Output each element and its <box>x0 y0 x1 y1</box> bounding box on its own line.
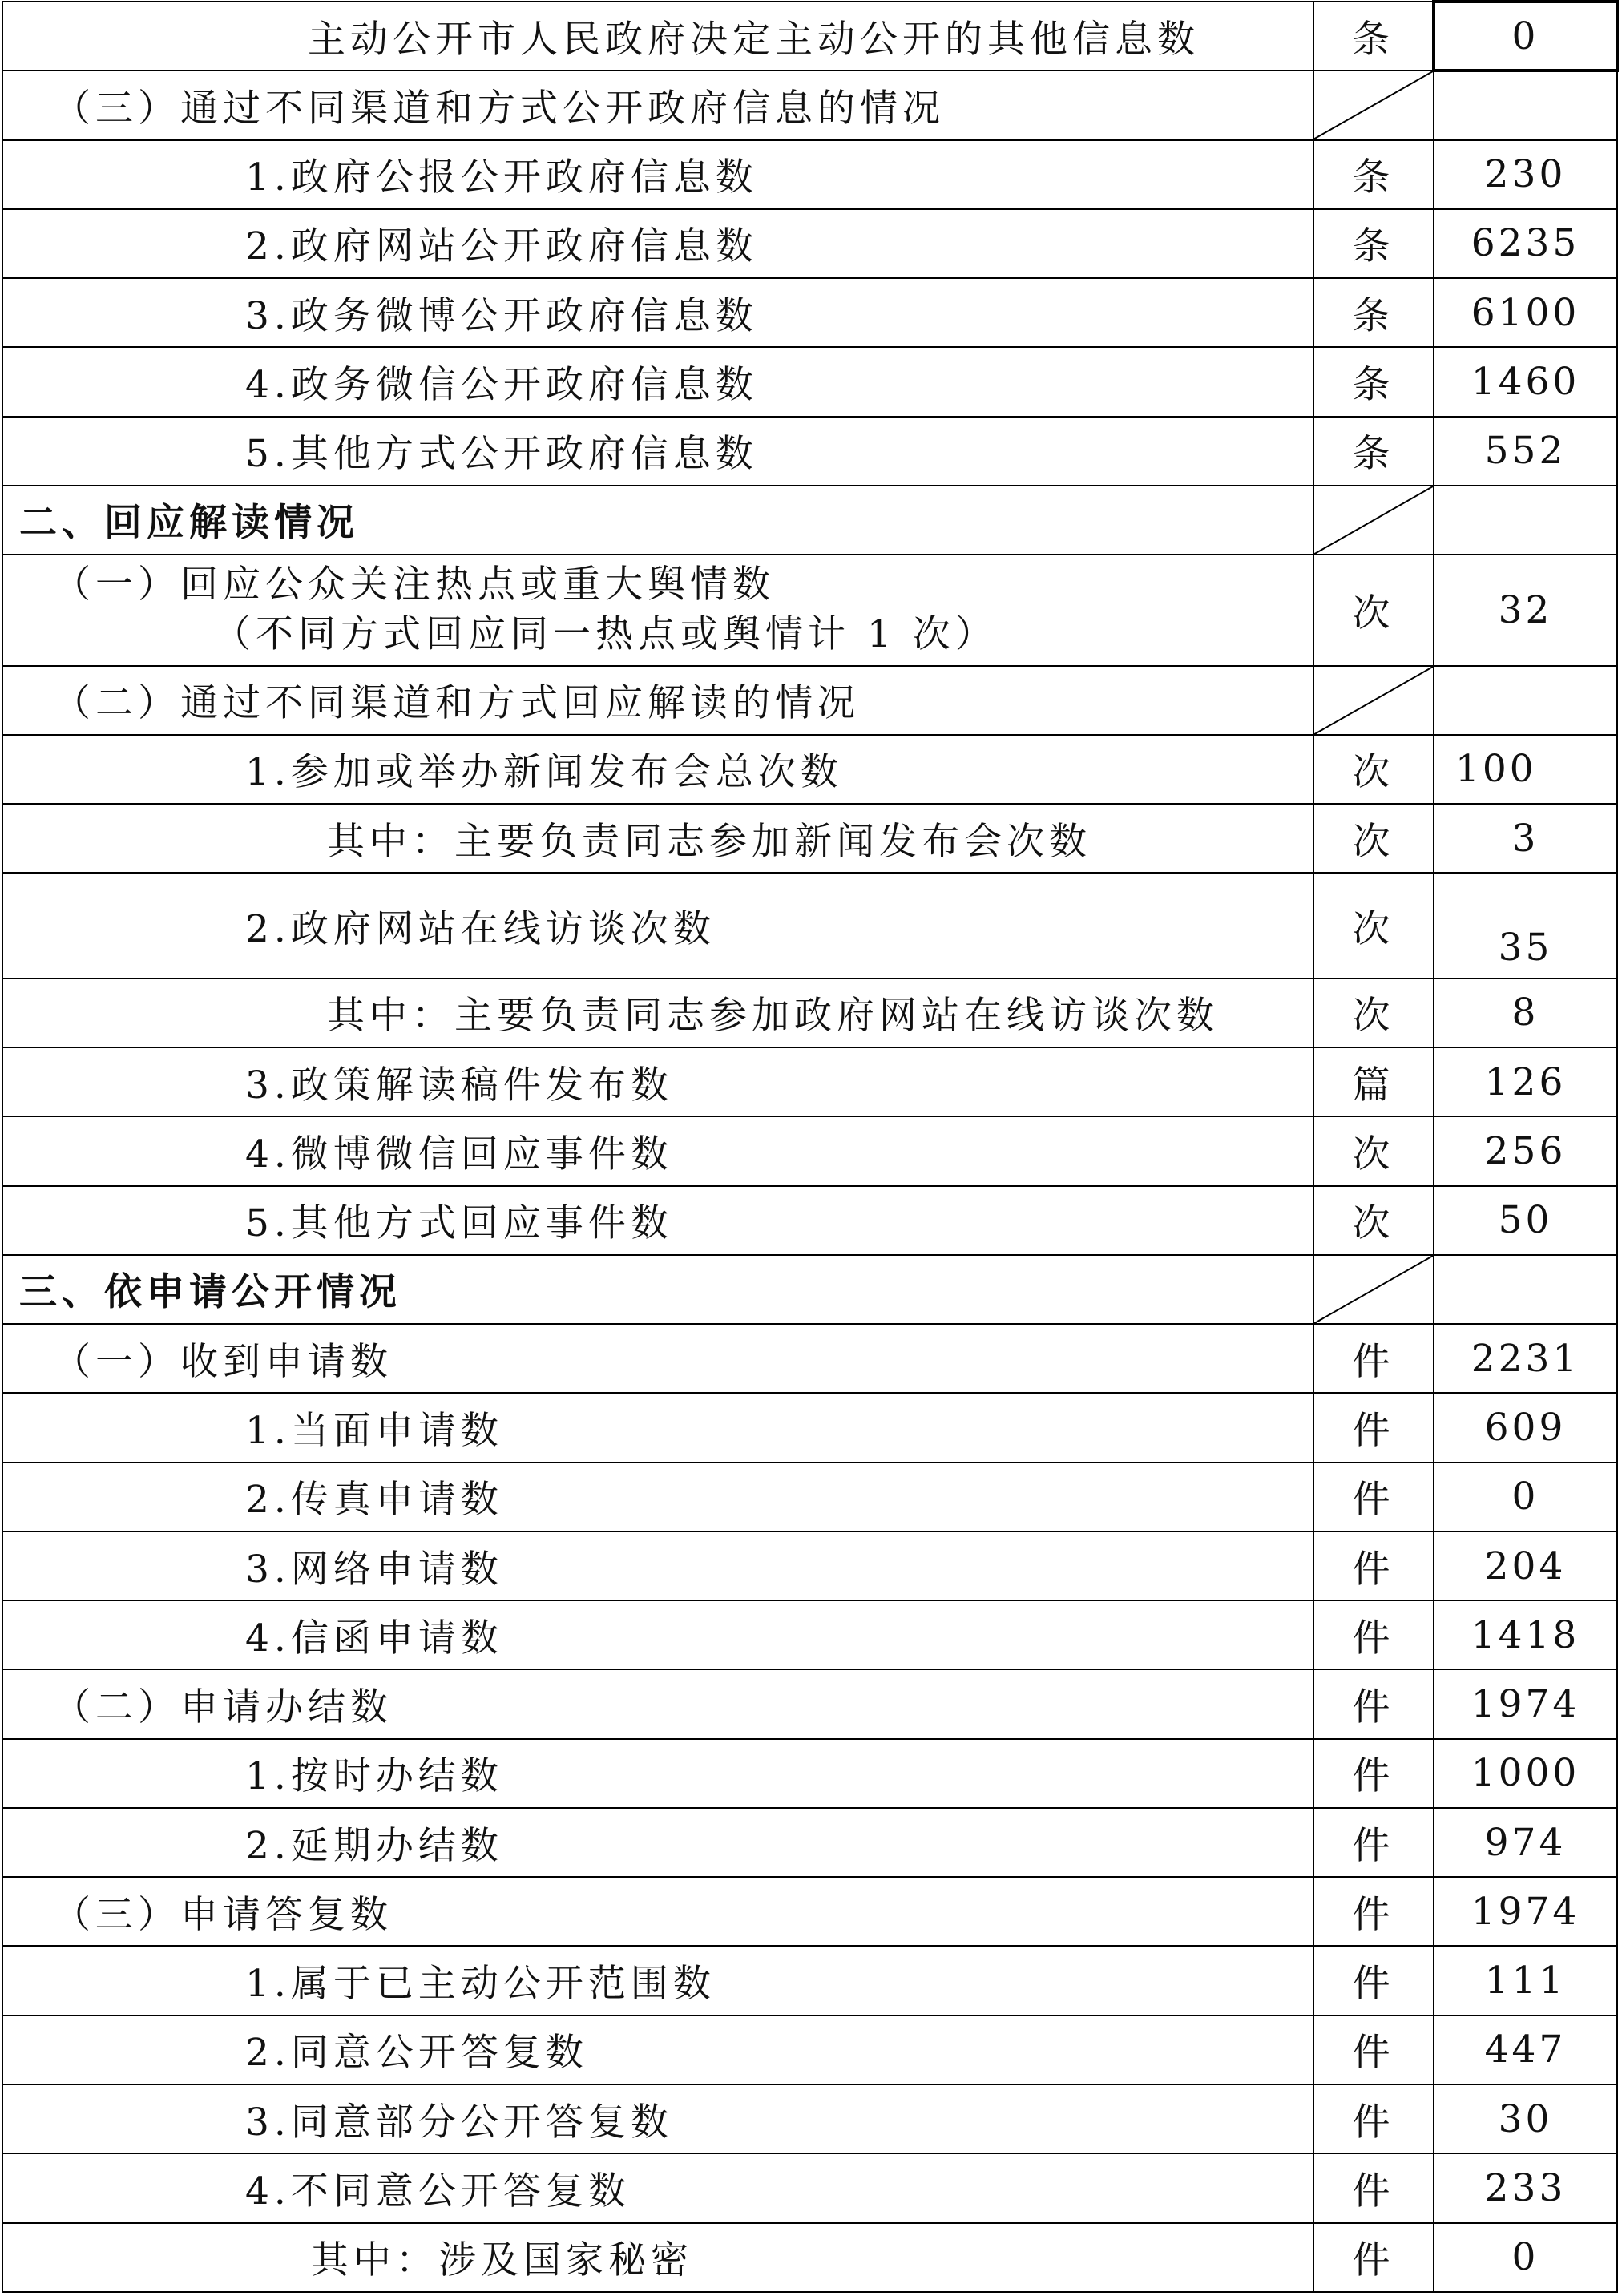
item-label: 3.政务微博公开政府信息数 <box>2 278 1313 347</box>
item-label: 2.延期办结数 <box>2 1808 1313 1877</box>
diagonal-slash-cell <box>1313 1255 1434 1324</box>
value-cell: 111 <box>1434 1946 1617 2015</box>
table-row <box>2 1600 1617 1669</box>
item-label: 5.其他方式回应事件数 <box>2 1186 1313 1255</box>
table-row <box>2 140 1617 209</box>
unit-cell: 条 <box>1313 140 1434 209</box>
item-label: 4.信函申请数 <box>2 1600 1313 1669</box>
unit-cell: 篇 <box>1313 1047 1434 1116</box>
value-cell: 30 <box>1434 2084 1617 2153</box>
item-label: 1.按时办结数 <box>2 1739 1313 1808</box>
table-row <box>2 278 1617 347</box>
value-cell: 0 <box>1434 2223 1617 2292</box>
table-row <box>2 1324 1617 1393</box>
item-label: 1.政府公报公开政府信息数 <box>2 140 1313 209</box>
table-row <box>2 873 1617 978</box>
disclosure-stats-table <box>2 0 1619 2293</box>
item-label: 4.不同意公开答复数 <box>2 2153 1313 2222</box>
value-cell: 974 <box>1434 1808 1617 1877</box>
value-cell: 1418 <box>1434 1600 1617 1669</box>
unit-cell: 件 <box>1313 1463 1434 1531</box>
value-cell: 50 <box>1434 1186 1617 1255</box>
table-row <box>2 1393 1617 1462</box>
empty-value-cell <box>1434 666 1617 735</box>
unit-cell: 件 <box>1313 2016 1434 2084</box>
unit-cell: 条 <box>1313 417 1434 486</box>
item-label: 主动公开市人民政府决定主动公开的其他信息数 <box>2 2 1313 71</box>
value-cell: 100 <box>1434 735 1617 804</box>
item-label: 1.当面申请数 <box>2 1393 1313 1462</box>
unit-cell: 件 <box>1313 1324 1434 1393</box>
table-row <box>2 417 1617 486</box>
table-row <box>2 1047 1617 1116</box>
table-row <box>2 1877 1617 1946</box>
table-row <box>2 2084 1617 2153</box>
item-label-line1: （一）回应公众关注热点或重大舆情数 <box>53 563 775 607</box>
value-cell: 1974 <box>1434 1877 1617 1946</box>
table-row <box>2 347 1617 416</box>
item-label: 其中：主要负责同志参加政府网站在线访谈次数 <box>2 979 1313 1047</box>
value-cell: 233 <box>1434 2153 1617 2222</box>
item-label: 3.网络申请数 <box>2 1531 1313 1600</box>
item-label: （一）收到申请数 <box>2 1324 1313 1393</box>
unit-cell: 条 <box>1313 209 1434 278</box>
item-label: 2.政府网站公开政府信息数 <box>2 209 1313 278</box>
table-row <box>2 804 1617 873</box>
unit-cell: 次 <box>1313 1116 1434 1185</box>
section-heading: 二、回应解读情况 <box>2 486 1313 555</box>
unit-cell: 件 <box>1313 1739 1434 1808</box>
value-cell: 32 <box>1434 555 1617 665</box>
diagonal-slash-cell <box>1313 666 1434 735</box>
section-row <box>2 71 1617 139</box>
unit-cell: 件 <box>1313 1600 1434 1669</box>
empty-value-cell <box>1434 1255 1617 1324</box>
unit-cell: 次 <box>1313 1186 1434 1255</box>
value-cell: 2231 <box>1434 1324 1617 1393</box>
unit-cell: 件 <box>1313 2223 1434 2292</box>
value-cell: 126 <box>1434 1047 1617 1116</box>
value-cell: 230 <box>1434 140 1617 209</box>
table-row <box>2 2016 1617 2084</box>
unit-cell: 次 <box>1313 555 1434 665</box>
table-row <box>2 1946 1617 2015</box>
value-cell: 1460 <box>1434 347 1617 416</box>
value-cell: 256 <box>1434 1116 1617 1185</box>
value-cell: 1974 <box>1434 1669 1617 1738</box>
item-label: 2.政府网站在线访谈次数 <box>2 873 1313 978</box>
unit-cell: 件 <box>1313 1877 1434 1946</box>
unit-cell: 件 <box>1313 2084 1434 2153</box>
table-row <box>2 209 1617 278</box>
value-cell: 552 <box>1434 417 1617 486</box>
unit-cell: 件 <box>1313 1808 1434 1877</box>
item-label: （三）申请答复数 <box>2 1877 1313 1946</box>
table-row <box>2 1463 1617 1531</box>
table-row <box>2 1669 1617 1738</box>
unit-cell: 件 <box>1313 1393 1434 1462</box>
unit-cell: 次 <box>1313 873 1434 978</box>
section-row <box>2 1255 1617 1324</box>
value-cell: 35 <box>1434 873 1617 978</box>
section-row <box>2 486 1617 555</box>
unit-cell: 件 <box>1313 2153 1434 2222</box>
table-row <box>2 979 1617 1047</box>
table-row <box>2 2153 1617 2222</box>
section-heading: 三、依申请公开情况 <box>2 1255 1313 1324</box>
value-cell: 1000 <box>1434 1739 1617 1808</box>
value-cell: 0 <box>1434 2 1617 71</box>
value-cell: 3 <box>1434 804 1617 873</box>
unit-cell: 件 <box>1313 1531 1434 1600</box>
item-label: 4.政务微信公开政府信息数 <box>2 347 1313 416</box>
unit-cell: 条 <box>1313 278 1434 347</box>
item-label: 1.参加或举办新闻发布会总次数 <box>2 735 1313 804</box>
table-row <box>2 735 1617 804</box>
unit-cell: 次 <box>1313 804 1434 873</box>
item-label: 2.同意公开答复数 <box>2 2016 1313 2084</box>
item-label: 1.属于已主动公开范围数 <box>2 1946 1313 2015</box>
item-label: 3.政策解读稿件发布数 <box>2 1047 1313 1116</box>
diagonal-slash-cell <box>1313 486 1434 555</box>
value-cell: 6100 <box>1434 278 1617 347</box>
item-label: 2.传真申请数 <box>2 1463 1313 1531</box>
section-label: （三）通过不同渠道和方式公开政府信息的情况 <box>2 71 1313 139</box>
table-row <box>2 1531 1617 1600</box>
item-label: 5.其他方式公开政府信息数 <box>2 417 1313 486</box>
diagonal-slash-cell <box>1313 71 1434 139</box>
item-label: 其中：涉及国家秘密 <box>2 2223 1313 2292</box>
value-cell: 8 <box>1434 979 1617 1047</box>
section-row <box>2 666 1617 735</box>
table-row <box>2 1739 1617 1808</box>
table-row <box>2 2 1617 71</box>
item-label: 4.微博微信回应事件数 <box>2 1116 1313 1185</box>
unit-cell: 件 <box>1313 1946 1434 2015</box>
value-cell: 609 <box>1434 1393 1617 1462</box>
table-row <box>2 1186 1617 1255</box>
unit-cell: 件 <box>1313 1669 1434 1738</box>
unit-cell: 次 <box>1313 979 1434 1047</box>
section-label: （二）通过不同渠道和方式回应解读的情况 <box>2 666 1313 735</box>
value-cell: 6235 <box>1434 209 1617 278</box>
item-label: （二）申请办结数 <box>2 1669 1313 1738</box>
table-row <box>2 1116 1617 1185</box>
unit-cell: 条 <box>1313 347 1434 416</box>
unit-cell: 次 <box>1313 735 1434 804</box>
table-row <box>2 2223 1617 2292</box>
table-row <box>2 1808 1617 1877</box>
item-label <box>2 555 1313 665</box>
value-cell: 204 <box>1434 1531 1617 1600</box>
item-label: 3.同意部分公开答复数 <box>2 2084 1313 2153</box>
item-label: 其中：主要负责同志参加新闻发布会次数 <box>2 804 1313 873</box>
value-cell: 447 <box>1434 2016 1617 2084</box>
empty-value-cell <box>1434 486 1617 555</box>
item-label-note: （不同方式回应同一热点或舆情计 1 次） <box>213 612 998 657</box>
value-cell: 0 <box>1434 1463 1617 1531</box>
unit-cell: 条 <box>1313 2 1434 71</box>
table-row <box>2 555 1617 665</box>
empty-value-cell <box>1434 71 1617 139</box>
